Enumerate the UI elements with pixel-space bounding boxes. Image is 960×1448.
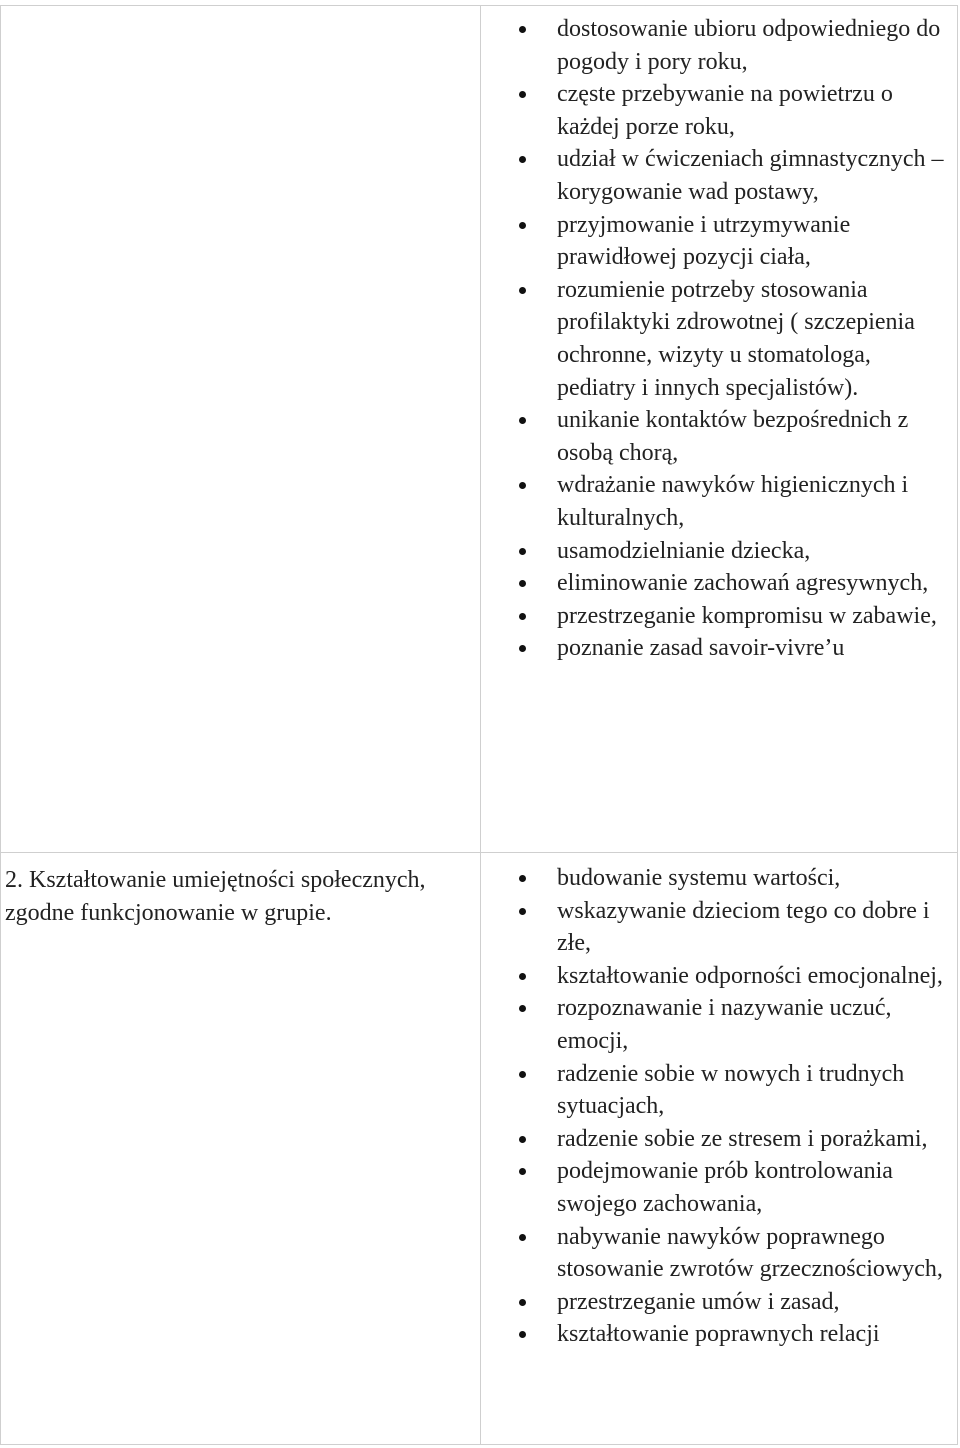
bullet-dot-icon	[519, 26, 526, 33]
bullet-dot-icon	[519, 1005, 526, 1012]
list-item-text: wskazywanie dzieciom tego co dobre i złe,	[557, 897, 930, 957]
list-item	[482, 13, 957, 78]
list-item	[482, 1155, 957, 1220]
list-item	[482, 567, 957, 600]
list-item-text: budowanie systemu wartości,	[557, 865, 841, 891]
bullet-dot-icon	[519, 973, 526, 980]
list-item-text: przyjmowanie i utrzymywanie prawidłowej pozycji ciała,	[557, 211, 851, 271]
list-item	[482, 1221, 957, 1286]
list-item	[482, 600, 957, 633]
bullet-dot-icon	[519, 91, 526, 98]
list-item-text: wdrażanie nawyków higienicznych i kulturalnych,	[557, 472, 909, 531]
bullet-dot-icon	[519, 645, 526, 652]
list-item	[482, 274, 957, 404]
bullet-dot-icon	[519, 1331, 526, 1338]
bullet-dot-icon	[519, 287, 526, 294]
list-item-text: radzenie sobie ze stresem i porażkami,	[557, 1125, 928, 1152]
bullet-dot-icon	[519, 908, 526, 915]
bullet-dot-icon	[519, 417, 526, 424]
bullet-dot-icon	[519, 1071, 526, 1078]
list-item-text: przestrzeganie umów i zasad,	[557, 1288, 840, 1315]
bullet-dot-icon	[519, 580, 526, 587]
list-item-text: udział w ćwiczeniach gimnastycznych – korygowanie wad postawy,	[557, 146, 944, 205]
list-item-text: eliminowanie zachowań agresywnych,	[557, 570, 929, 597]
table-cell-goal	[1, 6, 479, 854]
bullet-dot-icon	[519, 1136, 526, 1143]
list-item	[482, 404, 957, 469]
bullet-dot-icon	[519, 548, 526, 555]
list-item-text: częste przebywanie na powietrzu o każdej porze roku,	[557, 81, 893, 140]
list-item-text: radzenie sobie w nowych i trudnych sytuacjach,	[557, 1060, 905, 1120]
task-list	[482, 854, 958, 1351]
list-item	[482, 960, 957, 993]
section-heading	[1, 6, 471, 16]
bullet-dot-icon	[519, 1299, 526, 1306]
bullet-dot-icon	[519, 1168, 526, 1175]
list-item	[482, 1123, 957, 1156]
section-heading: 2. Kształtowanie umiejętności społecznych, zgodne funkcjonowanie w grupie.	[5, 867, 426, 926]
document-table	[0, 5, 958, 1445]
list-item	[482, 895, 957, 960]
list-item	[482, 209, 957, 274]
bullet-dot-icon	[519, 875, 526, 882]
bullet-dot-icon	[519, 156, 526, 163]
list-item	[482, 992, 957, 1057]
table-cell-tasks	[482, 854, 958, 1444]
list-item	[482, 632, 957, 665]
list-item-text: rozpoznawanie i nazywanie uczuć, emocji,	[557, 995, 892, 1054]
list-item	[482, 143, 957, 208]
bullet-dot-icon	[519, 613, 526, 620]
list-item-text: dostosowanie ubioru odpowiedniego do pogody i pory roku,	[557, 16, 941, 75]
list-item-text: podejmowanie prób kontrolowania swojego zachowania,	[557, 1158, 893, 1217]
list-item-text: unikanie kontaktów bezpośrednich z osobą chorą,	[557, 407, 909, 466]
list-item	[482, 78, 957, 143]
table-cell-goal	[1, 854, 479, 1444]
list-item-text: usamodzielnianie dziecka,	[557, 537, 811, 564]
list-item	[482, 1318, 957, 1351]
task-list	[482, 6, 958, 665]
list-item	[482, 535, 957, 568]
list-item-text: kształtowanie poprawnych relacji	[557, 1321, 880, 1348]
table-cell-tasks	[482, 6, 958, 854]
list-item-text: kształtowanie odporności emocjonalnej,	[557, 962, 943, 989]
list-item-text: rozumienie potrzeby stosowania profilaktyki zdrowotnej ( szczepienia ochronne, wizyty u stomatologa, pediatry i innych specjalistów).	[557, 276, 915, 401]
table-row	[1, 854, 957, 1444]
table-row	[1, 6, 957, 854]
list-item-text: nabywanie nawyków poprawnego stosowanie zwrotów grzecznościowych,	[557, 1223, 943, 1283]
bullet-dot-icon	[519, 222, 526, 229]
list-item-text: przestrzeganie kompromisu w zabawie,	[557, 602, 937, 629]
list-item	[482, 469, 957, 534]
list-item	[482, 1286, 957, 1319]
list-item-text: poznanie zasad savoir-vivre’u	[557, 635, 845, 662]
list-item	[482, 862, 957, 895]
bullet-dot-icon	[519, 1234, 526, 1241]
bullet-dot-icon	[519, 482, 526, 489]
list-item	[482, 1058, 957, 1123]
